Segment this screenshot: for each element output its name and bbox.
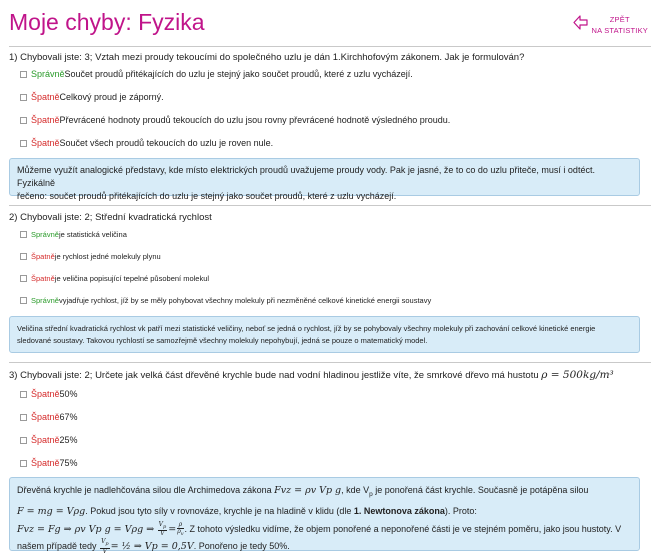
q2-option-3[interactable] xyxy=(20,274,209,283)
option-text: Součet proudů přitékajících do uzlu je stejný jako součet proudů, které z uzlu vycházejí. xyxy=(64,69,413,79)
question-3-text: 3) Chybovali jste: 2; Určete jak velká část dřevěné krychle bude nad vodní hladinou jestliže víte, že smrkové dřevo má hustotu xyxy=(9,370,542,381)
checkbox[interactable] xyxy=(20,414,27,421)
explanation-line: řečeno: součet proudů přitékajících do uzlu je stejný jako součet proudů, které z uzlu vycházejí. xyxy=(17,191,397,201)
status-wrong: Špatně xyxy=(31,115,60,125)
status-wrong: Špatně xyxy=(31,435,60,445)
question-2 xyxy=(9,212,651,223)
q2-option-4[interactable] xyxy=(20,296,431,305)
checkbox[interactable] xyxy=(20,94,27,101)
explanation-text: . Ponořeno je tedy 50%. xyxy=(193,541,290,552)
page-title: Moje chyby: Fyzika xyxy=(9,9,205,35)
option-text: 67% xyxy=(59,412,78,422)
question-3-heading xyxy=(9,369,651,381)
explanation-line xyxy=(17,482,632,503)
checkbox[interactable] xyxy=(20,437,27,444)
density-formula: ρ = 500kg/m³ xyxy=(541,369,614,381)
q1-option-2[interactable] xyxy=(20,92,164,102)
option-text: 50% xyxy=(59,389,78,399)
question-1 xyxy=(9,52,651,63)
checkbox[interactable] xyxy=(20,231,27,238)
newton-law: 1. Newtonova zákona xyxy=(353,506,445,517)
divider xyxy=(9,46,651,47)
checkbox[interactable] xyxy=(20,391,27,398)
q3-option-1[interactable] xyxy=(20,389,78,399)
buoyancy-formula: Fvz = ρv Vp g xyxy=(274,485,342,496)
explanation-line: sledované soustavy. Takovou rychlostí se samozřejmě všechny molekuly nepohybují, jedná se pouze o matematický model. xyxy=(17,336,428,345)
q2-option-1[interactable] xyxy=(20,230,127,239)
question-2-heading: 2) Chybovali jste: 2; Střední kvadratická rychlost xyxy=(9,212,212,223)
explanation-text: . Pokud jsou tyto síly v rovnováze, krychle je na hladině v klidu (dle xyxy=(85,506,354,517)
status-wrong: Špatně xyxy=(31,412,60,422)
explanation-line: Můžeme využít analogické představy, kde místo elektrických proudů uvažujeme proudy vody. Pak je jasné, že to co do uzlu přiteče, musí i odtéct. Fyzikálně xyxy=(17,165,595,188)
status-wrong: Špatně xyxy=(31,92,60,102)
checkbox[interactable] xyxy=(20,71,27,78)
checkbox[interactable] xyxy=(20,140,27,147)
q1-option-3[interactable] xyxy=(20,115,450,125)
ratio-fraction: $\frac{V_p}{V}$ xyxy=(158,520,167,538)
explanation-text: Dřevěná krychle je nadlehčována silou dle Archimedova zákona xyxy=(17,485,275,495)
option-text: je veličina popisující tepelné působení molekul xyxy=(54,274,210,283)
explanation-line: Fvz = Fg ⇒ ρv Vp g = Vρg ⇒ $\frac{V_p}{V}$ = $\frac{\rho}{\rho_v}$ . Z tohoto výsledku vidíme, že objem ponořené a neponořené části je ve stejném poměru, jako jsou hustoty. V xyxy=(17,520,622,538)
status-wrong: Špatně xyxy=(31,458,60,468)
back-link-line1: ZPĚT xyxy=(609,15,630,24)
checkbox[interactable] xyxy=(20,275,27,282)
divider xyxy=(9,362,651,363)
result-formula: = ½ ⇒ Vp = 0,5V xyxy=(110,541,194,553)
explanation-text: ). Proto: xyxy=(444,506,477,517)
checkbox[interactable] xyxy=(20,297,27,304)
explanation-text: je ponořená část krychle. Současně je potápěna silou xyxy=(372,485,589,495)
ratio-fraction: $\frac{V_p}{V}$ xyxy=(101,538,109,555)
status-wrong: Špatně xyxy=(31,138,60,148)
option-text: Součet všech proudů tekoucích do uzlu je roven nule. xyxy=(59,138,274,148)
question-1-heading: 1) Chybovali jste: 3; Vztah mezi proudy tekoucími do společného uzlu je dán 1.Kirchhofovým zákonem. Jak je formulován? xyxy=(9,52,525,63)
q3-option-3[interactable] xyxy=(20,435,78,445)
q1-option-1[interactable] xyxy=(20,69,413,79)
q3-option-2[interactable] xyxy=(20,412,78,422)
option-text: Celkový proud je záporný. xyxy=(59,92,164,102)
option-text: je statistická veličina xyxy=(58,230,127,239)
explanation-line xyxy=(17,503,632,521)
status-wrong: Špatně xyxy=(31,252,55,261)
question-3 xyxy=(9,369,651,381)
option-text: vyjadřuje rychlost, jíž by se měly pohybovat všechny molekuly při nezměněné celkové kinetické energii soustavy xyxy=(58,296,432,305)
status-correct: Správně xyxy=(31,296,59,305)
q1-explanation xyxy=(9,158,640,201)
explanation-line xyxy=(17,538,632,556)
status-wrong: Špatně xyxy=(31,274,55,283)
explanation-text: našem případě tedy xyxy=(17,541,100,552)
explanation-line: Veličina střední kvadratická rychlost vk patří mezi statistické veličiny, neboť se jedná o rychlost, jíž by se pohybovaly všechny molekuly při zachování celkové kinetické energie xyxy=(17,324,596,333)
equilibrium-formula: Fvz = Fg ⇒ ρv Vp g = Vρg ⇒ xyxy=(17,523,155,535)
q2-explanation xyxy=(9,316,640,353)
arrow-left-icon xyxy=(572,14,589,31)
option-text: Převrácené hodnoty proudů tekoucích do uzlu jsou rovny převrácené hodnotě výsledného proudu. xyxy=(59,115,451,125)
checkbox[interactable] xyxy=(20,117,27,124)
status-wrong: Špatně xyxy=(31,389,60,399)
checkbox[interactable] xyxy=(20,460,27,467)
q2-option-2[interactable] xyxy=(20,252,161,261)
status-correct: Správně xyxy=(31,69,65,79)
weight-formula: F = mg = Vρg xyxy=(17,506,86,518)
option-text: 25% xyxy=(59,435,78,445)
density-fraction: $\frac{\rho}{\rho_v}$ xyxy=(177,520,184,538)
subscript: p xyxy=(369,490,373,498)
checkbox[interactable] xyxy=(20,253,27,260)
explanation-text: . Z tohoto výsledku vidíme, že objem ponořené a neponořené části je ve stejném poměru, jako jsou hustoty. V xyxy=(184,523,622,534)
divider xyxy=(9,205,651,206)
status-correct: Správně xyxy=(31,230,59,239)
option-text: 75% xyxy=(59,458,78,468)
option-text: je rychlost jedné molekuly plynu xyxy=(54,252,161,261)
back-to-statistics-link[interactable] xyxy=(572,14,649,36)
q1-option-4[interactable] xyxy=(20,138,273,148)
q3-explanation xyxy=(9,477,640,555)
q3-option-4[interactable] xyxy=(20,458,78,468)
back-link-line2: NA STATISTIKY xyxy=(591,26,648,35)
explanation-text: , kde V xyxy=(341,485,370,495)
